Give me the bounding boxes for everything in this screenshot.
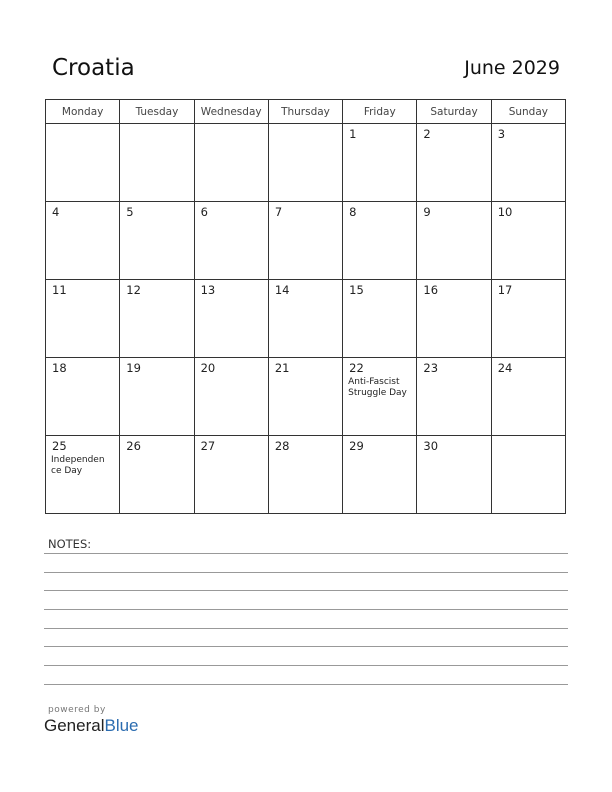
day-cell <box>268 358 342 436</box>
day-cell <box>417 280 491 358</box>
day-cell <box>268 202 342 280</box>
holiday-label: Independen ce Day <box>51 455 105 476</box>
day-number: 10 <box>497 205 513 219</box>
day-number: 23 <box>423 361 439 375</box>
week-row <box>46 124 566 202</box>
day-number: 2 <box>423 127 431 141</box>
note-line <box>44 684 568 685</box>
weekday-thursday: Thursday <box>268 100 342 124</box>
day-cell <box>194 124 268 202</box>
weekday-friday: Friday <box>343 100 417 124</box>
day-cell <box>343 124 417 202</box>
day-cell <box>46 436 120 514</box>
day-cell <box>120 358 194 436</box>
day-cell <box>46 280 120 358</box>
day-cell <box>268 124 342 202</box>
day-number: 8 <box>349 205 357 219</box>
note-line <box>44 665 568 666</box>
day-number: 26 <box>126 439 141 453</box>
note-line <box>44 553 568 554</box>
weekday-monday: Monday <box>46 100 120 124</box>
brand-blue-text: Blue <box>104 716 139 735</box>
day-cell <box>343 202 417 280</box>
week-row <box>46 280 566 358</box>
weekday-tuesday: Tuesday <box>120 100 194 124</box>
note-line <box>44 590 568 591</box>
weekday-wednesday: Wednesday <box>194 100 268 124</box>
day-cell <box>194 202 268 280</box>
day-number: 24 <box>497 361 513 375</box>
weekday-header-row <box>46 100 566 124</box>
day-cell <box>491 202 565 280</box>
day-cell <box>120 124 194 202</box>
country-title: Croatia <box>52 55 135 81</box>
day-number: 19 <box>126 361 141 375</box>
day-number: 30 <box>423 439 439 453</box>
note-line <box>44 646 568 647</box>
day-number: 15 <box>349 283 364 297</box>
week-row <box>46 436 566 514</box>
day-cell <box>343 280 417 358</box>
day-cell <box>417 202 491 280</box>
note-line <box>44 572 568 573</box>
day-cell <box>194 358 268 436</box>
powered-by-text: powered by <box>48 705 106 715</box>
day-number: 27 <box>200 439 216 453</box>
day-number: 21 <box>274 361 290 375</box>
note-line <box>44 609 568 610</box>
holiday-label: Anti-Fascist Struggle Day <box>348 377 407 398</box>
brand-general-text: General <box>44 716 105 735</box>
week-row <box>46 358 566 436</box>
day-number: 22 <box>349 361 364 375</box>
day-number: 3 <box>497 127 506 141</box>
day-number: 12 <box>126 283 141 297</box>
weekday-sunday: Sunday <box>491 100 565 124</box>
day-cell <box>268 280 342 358</box>
day-number: 7 <box>274 205 283 219</box>
day-cell <box>46 202 120 280</box>
day-number: 13 <box>200 283 216 297</box>
weekday-saturday: Saturday <box>417 100 491 124</box>
day-cell <box>120 280 194 358</box>
day-cell <box>343 436 417 514</box>
day-number: 17 <box>497 283 513 297</box>
day-number: 18 <box>52 361 67 375</box>
day-cell <box>417 436 491 514</box>
month-title: June 2029 <box>464 57 560 79</box>
day-cell <box>46 358 120 436</box>
week-row <box>46 202 566 280</box>
day-cell <box>491 124 565 202</box>
day-number: 1 <box>349 127 357 141</box>
day-number: 28 <box>274 439 290 453</box>
brand-logo <box>44 716 139 736</box>
day-cell <box>194 280 268 358</box>
day-number: 5 <box>126 205 134 219</box>
note-line <box>44 628 568 629</box>
day-number: 29 <box>349 439 364 453</box>
day-number: 9 <box>423 205 431 219</box>
day-number: 4 <box>52 205 60 219</box>
day-cell <box>491 280 565 358</box>
day-cell <box>120 202 194 280</box>
day-cell <box>343 358 417 436</box>
day-cell <box>491 436 565 514</box>
notes-label: NOTES: <box>48 537 92 551</box>
day-number: 16 <box>423 283 439 297</box>
day-number: 14 <box>274 283 290 297</box>
day-number: 6 <box>200 205 208 219</box>
calendar-grid <box>45 99 566 514</box>
day-cell <box>120 436 194 514</box>
day-cell <box>491 358 565 436</box>
day-number: 11 <box>52 283 67 297</box>
day-number: 20 <box>200 361 216 375</box>
day-cell <box>268 436 342 514</box>
day-cell <box>46 124 120 202</box>
day-cell <box>417 358 491 436</box>
day-number: 25 <box>52 439 67 453</box>
day-cell <box>194 436 268 514</box>
day-cell <box>417 124 491 202</box>
